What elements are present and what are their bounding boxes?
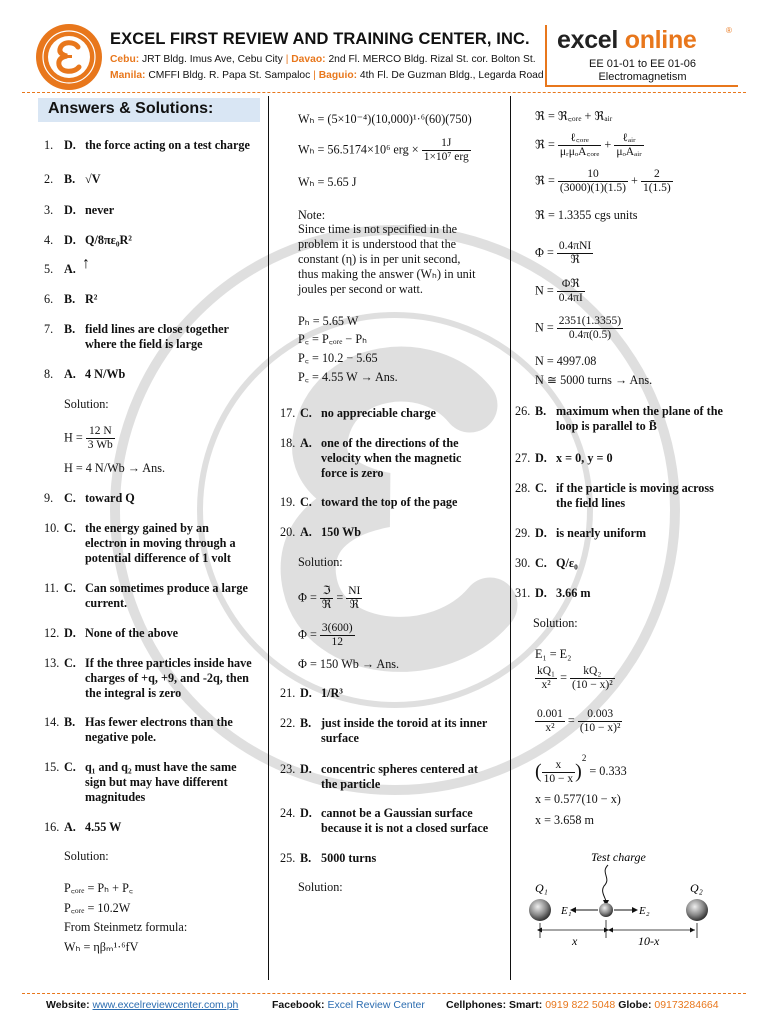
test-charge-label: Test charge xyxy=(591,850,646,864)
solution-31-label: Solution: xyxy=(533,616,578,630)
formula-p-2: P꜀ = P꜀ₒᵣₑ − Pₕ xyxy=(298,332,368,346)
e2-label: E₂ xyxy=(639,905,650,917)
formula-20b: Φ = $\frac{3(600)}{12}$ xyxy=(298,622,353,648)
formula-e-1: E₁ = E₂ xyxy=(535,647,572,661)
x-label: x xyxy=(572,934,578,948)
formula-r-1: ℜ = ℜ꜀ₒᵣₑ + ℜₐᵢᵣ xyxy=(535,109,613,123)
solution-20-label: Solution: xyxy=(298,555,343,569)
solution-16-label: Solution: xyxy=(64,849,109,863)
test-charge xyxy=(599,903,613,917)
module-code: EE 01-01 to EE 01-06 xyxy=(588,58,696,70)
formula-phi-1: Φ = 0.4πNI ℜ xyxy=(535,240,592,266)
facebook-link[interactable]: Excel Review Center xyxy=(327,999,425,1011)
column-divider-1 xyxy=(268,96,269,980)
section-title: Answers & Solutions: xyxy=(38,98,260,122)
address-line-2: Manila: CMFFI Bldg. R. Papa St. Sampaloc | Baguio: 4th Fl. De Guzman Bldg., Legarda Road xyxy=(110,70,544,81)
formula-16a: P꜀ₒᵣₑ = Pₕ + P꜀ xyxy=(64,881,134,895)
column-divider-2 xyxy=(510,96,511,980)
solution-25-label: Solution: xyxy=(298,880,343,894)
header-divider xyxy=(22,92,746,93)
formula-wh-3: Wₕ = 5.65 J xyxy=(298,175,357,189)
excel-logo-seal xyxy=(34,22,104,92)
subject-name: Electromagnetism xyxy=(598,71,687,83)
formula-p-1: Pₕ = 5.65 W xyxy=(298,314,359,328)
footer-website: Website: www.excelreviewcenter.com.ph xyxy=(46,999,239,1011)
formula-e-2: $\frac{\text{kQ₁}}{\text{x²}}$ = $\frac{\text{kQ₂}}{\text{(10 − x)²}}$ xyxy=(537,665,613,691)
charge-q1 xyxy=(529,899,551,921)
excel-online-logo: excel online xyxy=(557,26,697,54)
solution-8-label: Solution: xyxy=(64,397,109,411)
test-charge-diagram xyxy=(520,848,750,958)
note-line-3: constant (η) is in per unit second, xyxy=(298,252,461,266)
formula-n-1: N = Φℜ 0.4πI xyxy=(535,278,583,304)
ten-minus-x-label: 10-x xyxy=(638,934,660,948)
address-line-1: Cebu: JRT Bldg. Imus Ave, Cebu City | Davao: 2nd Fl. MERCO Bldg. Rizal St. cor. Bolton St. xyxy=(110,54,536,65)
formula-20a: Φ = ℑ ℜ = NI ℜ xyxy=(298,585,361,611)
q2-label: Q₂ xyxy=(690,881,703,895)
note-line-1: Since time is not specified in the xyxy=(298,222,458,236)
formula-8b: H = 4 N/Wb → Ans. xyxy=(64,461,165,475)
e1-label: E₁ xyxy=(561,905,572,917)
formula-r-2: ℜ = ℓ꜀ₒᵣₑ μᵣμₒA꜀ₒᵣₑ + ℓₐᵢᵣ μₒAₐᵢᵣ xyxy=(535,132,642,158)
footer-facebook: Facebook: Excel Review Center xyxy=(272,999,425,1011)
company-name: EXCEL FIRST REVIEW AND TRAINING CENTER, INC. xyxy=(110,30,530,48)
formula-wh-2: Wₕ = 56.5174×10⁶ erg × 1J 1×10⁷ erg xyxy=(298,137,469,163)
q1-label: Q₁ xyxy=(535,881,548,895)
formula-r-3: ℜ = $\frac{10}{(3000)(1)(1.5)}$ + $\frac{2}{1(1.5)}$ xyxy=(535,168,671,194)
formula-n-2: N = $\frac{2351(1.3355)}{0.4\pi(0.5)}$ xyxy=(535,315,622,341)
formula-e-6: x = 3.658 m xyxy=(535,813,595,827)
note-line-2: problem it is understood that the xyxy=(298,237,457,251)
arrow-up-icon: ↑ xyxy=(82,255,90,272)
note-line-5: joules per second or watt. xyxy=(298,282,423,296)
footer-divider xyxy=(22,993,746,994)
registered-mark: ® xyxy=(726,26,732,35)
formula-n-4: N ≅ 5000 turns → Ans. xyxy=(535,373,653,387)
footer-phones: Cellphones: Smart: 0919 822 5048 Globe: 09173284664 xyxy=(446,999,719,1011)
note-title: Note: xyxy=(298,208,326,222)
formula-16c: From Steinmetz formula: xyxy=(64,920,188,934)
formula-p-3: P꜀ = 10.2 − 5.65 xyxy=(298,351,378,365)
website-link[interactable]: www.excelreviewcenter.com.ph xyxy=(92,999,239,1011)
formula-e-3: $\frac{0.001}{\text{x²}}$ = $\frac{0.003}{\text{(10 − x)²}}$ xyxy=(537,708,621,734)
formula-8a: H = $\frac{12 N}{3 Wb}$ xyxy=(64,425,113,451)
formula-e-4: ( $\frac{x}{10 - x}$ )$^2$ = 0.333 xyxy=(535,753,627,785)
formula-p-4: P꜀ = 4.55 W → Ans. xyxy=(298,370,398,384)
formula-16b: P꜀ₒᵣₑ = 10.2W xyxy=(64,901,131,915)
formula-20c: Φ = 150 Wb → Ans. xyxy=(298,657,400,671)
formula-r-4: ℜ = 1.3355 cgs units xyxy=(535,208,638,222)
formula-wh-1: Wₕ = (5×10⁻⁴)(10,000)¹·⁶(60)(750) xyxy=(298,112,472,126)
formula-16d: Wₕ = ηβₘ¹·⁶fV xyxy=(64,940,139,954)
formula-e-5: x = 0.577(10 − x) xyxy=(535,792,621,806)
charge-q2 xyxy=(686,899,708,921)
formula-n-3: N = 4997.08 xyxy=(535,354,597,368)
note-line-4: thus making the answer (Wₕ) in unit xyxy=(298,267,476,281)
